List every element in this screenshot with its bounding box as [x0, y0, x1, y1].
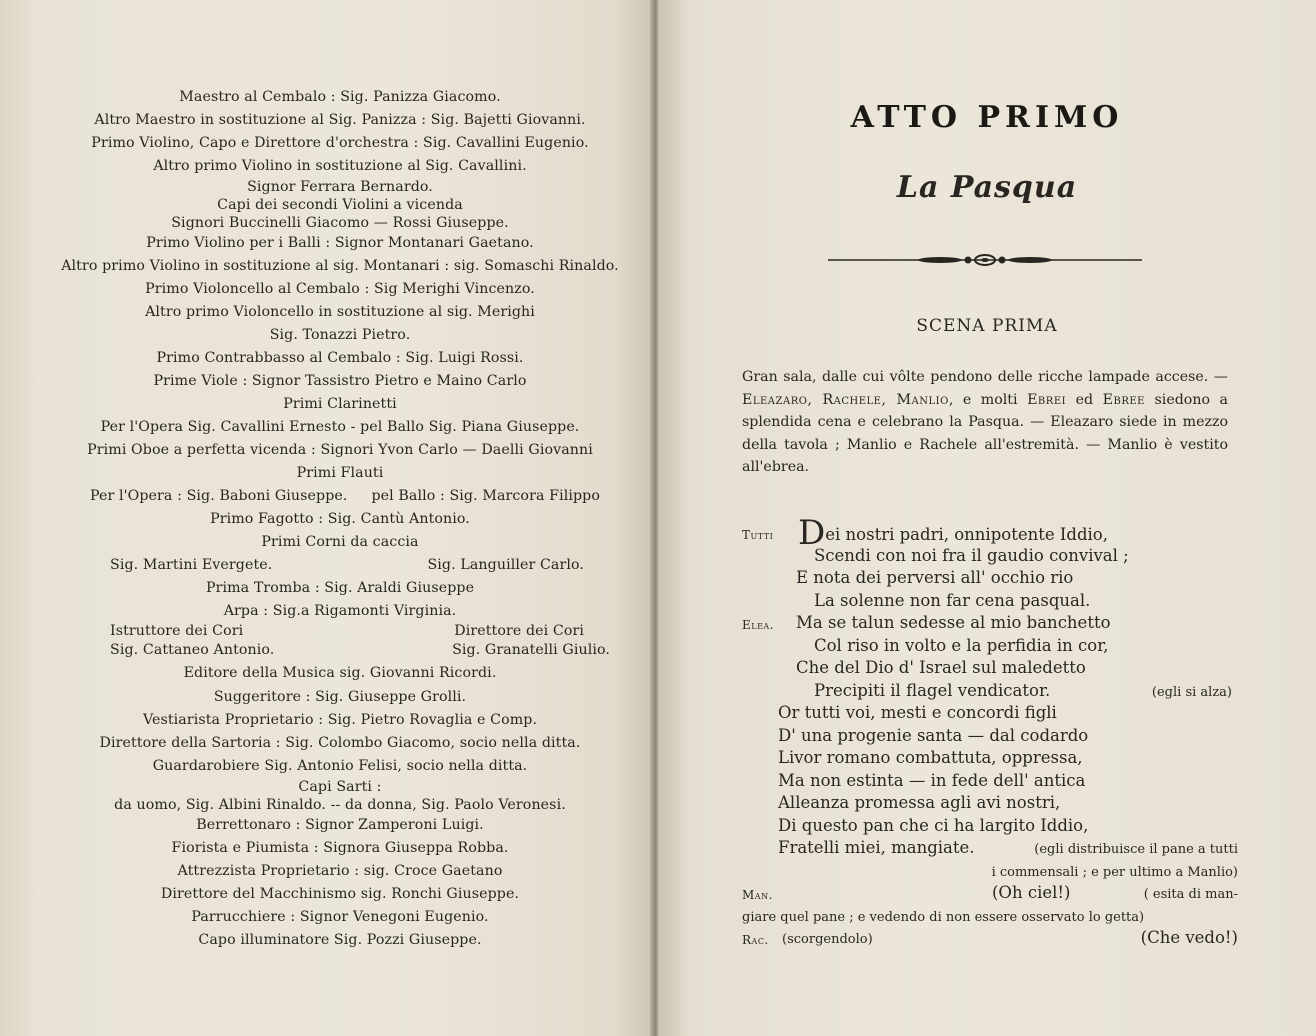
credit-line: Primo Violoncello al Cembalo : Sig Merighi Vincenzo.	[145, 281, 535, 297]
credit-line: Capi dei secondi Violini a vicenda	[217, 197, 463, 213]
stage-direction	[742, 366, 1228, 479]
verse-line	[742, 612, 1232, 635]
credit-line: Arpa : Sig.a Rigamonti Virginia.	[223, 603, 457, 619]
verse-text: Che del Dio d' Israel sul maledetto	[796, 658, 1086, 677]
credit-line: Prima Tromba : Sig. Araldi Giuseppe	[205, 580, 475, 596]
verse-line	[742, 837, 1238, 860]
verse-line	[742, 770, 1232, 793]
verse-text: Ma non estinta — in fede dell' antica	[778, 770, 1086, 790]
verse-text: D' una progenie santa — dal codardo	[778, 725, 1089, 745]
verse-line	[742, 635, 1232, 658]
verse-line	[742, 882, 1238, 905]
credit-line: Signor Ferrara Bernardo.	[247, 179, 433, 195]
credit-line: Altro primo Violino in sostituzione al Sig. Cavallini.	[153, 158, 527, 174]
stage-note: giare quel pane ; e vedendo di non essere osservato lo getta)	[742, 909, 1145, 925]
credit-line: Primi Corni da caccia	[261, 534, 419, 550]
cori-roles-row	[50, 622, 630, 640]
credit-line: Primo Violino per i Balli : Signor Montanari Gaetano.	[146, 235, 534, 251]
verse-text: Di questo pan che ci ha largito Iddio,	[778, 815, 1089, 835]
verse-line	[742, 815, 1232, 838]
credit-line: Vestiarista Proprietario : Sig. Pietro Rovaglia e Comp.	[142, 712, 538, 728]
credit-line: Primi Clarinetti	[283, 396, 397, 412]
verse-line	[742, 792, 1232, 815]
verse-line	[742, 545, 1232, 568]
cori-instructor-role: Istruttore dei Cori	[110, 623, 244, 639]
stage-note: (scorgendolo)	[782, 932, 873, 947]
credit-line: da uomo, Sig. Albini Rinaldo. -- da donna, Sig. Paolo Veronesi.	[114, 797, 566, 813]
character-ebree: Ebree	[1102, 391, 1145, 408]
speaker-manlio: Man.	[742, 888, 773, 902]
ornament-divider-icon	[828, 252, 1142, 268]
scene-title: SCENA PRIMA	[916, 316, 1058, 336]
cori-director-role: Direttore dei Cori	[454, 623, 584, 639]
corni-right: Sig. Languiller Carlo.	[427, 557, 584, 573]
credit-line: Fiorista e Piumista : Signora Giuseppa Robba.	[171, 840, 509, 856]
dropcap: D	[798, 513, 826, 553]
credit-line: Primo Contrabbasso al Cembalo : Sig. Luigi Rossi.	[156, 350, 524, 366]
credit-line: Guardarobiere Sig. Antonio Felisi, socio nella ditta.	[152, 758, 528, 774]
act-subtitle: La Pasqua	[896, 170, 1078, 205]
verse-line	[742, 680, 1232, 703]
credit-line: Parrucchiere : Signor Venegoni Eugenio.	[191, 909, 489, 925]
credit-line: Capi Sarti :	[298, 779, 382, 795]
verse-text: E nota dei perversi all' occhio rio	[796, 568, 1074, 587]
cori-instructor-name: Sig. Cattaneo Antonio.	[110, 642, 275, 658]
verse-text: (Che vedo!)	[1140, 928, 1238, 947]
verse-text: ei nostri padri, onnipotente Iddio,	[825, 525, 1108, 544]
verse-text: Col riso in volto e la perfidia in cor,	[814, 635, 1109, 655]
verse-text: Livor romano combattuta, oppressa,	[778, 748, 1083, 767]
stage-direction-text: ed	[1066, 391, 1103, 408]
credit-line: Direttore del Macchinismo sig. Ronchi Giuseppe.	[160, 886, 520, 902]
libretto-verse	[742, 513, 1238, 950]
verse-line	[742, 905, 1232, 928]
credit-line: Primo Fagotto : Sig. Cantù Antonio.	[210, 511, 470, 527]
verse-line	[742, 513, 1232, 553]
stage-direction-text: siedono a splendida cena e celebrano la Pasqua. — Eleazaro siede in mezzo della tavola ; Manlio e Rachele all'estremità. — Manlio è vestito all'ebrea.	[742, 391, 1229, 475]
credit-line: Attrezzista Proprietario : sig. Croce Gaetano	[177, 863, 503, 879]
credit-line: Prime Viole : Signor Tassistro Pietro e Maino Carlo	[153, 373, 527, 389]
stage-note: (egli si alza)	[1151, 684, 1232, 700]
credit-line: Berrettonaro : Signor Zamperoni Luigi.	[196, 817, 484, 833]
verse-text: Alleanza promessa agli avi nostri,	[778, 793, 1061, 812]
credit-line: Suggeritore : Sig. Giuseppe Grolli.	[213, 689, 467, 705]
credit-line: Primi Oboe a perfetta vicenda : Signori Yvon Carlo — Daelli Giovanni	[87, 442, 593, 458]
cori-director-name: Sig. Granatelli Giulio.	[452, 642, 610, 658]
corni-left: Sig. Martini Evergete.	[110, 557, 273, 573]
speaker-tutti: Tutti	[742, 528, 774, 542]
stage-note: i commensali ; e per ultimo a Manlio)	[991, 864, 1238, 880]
credit-line: Direttore della Sartoria : Sig. Colombo Giacomo, socio nella ditta.	[99, 735, 581, 751]
credit-line: Primi Flauti	[296, 465, 384, 481]
verse-text: Scendi con noi fra il gaudio convival ;	[814, 545, 1129, 565]
credit-line: Capo illuminatore Sig. Pozzi Giuseppe.	[198, 932, 482, 948]
credit-line: Signori Buccinelli Giacomo — Rossi Giuseppe.	[171, 215, 509, 231]
verse-line	[742, 747, 1232, 770]
stage-direction-text: Gran sala, dalle cui vôlte pendono delle ricche lampade accese. —	[742, 369, 1228, 385]
verse-text: Fratelli miei, mangiate.	[778, 838, 975, 857]
verse-line	[742, 590, 1232, 613]
credit-line: Altro Maestro in sostituzione al Sig. Panizza : Sig. Bajetti Giovanni.	[94, 112, 586, 128]
credit-line: Primo Violino, Capo e Direttore d'orchestra : Sig. Cavallini Eugenio.	[91, 135, 589, 151]
credit-line: Maestro al Cembalo : Sig. Panizza Giacomo.	[179, 89, 501, 105]
verse-text: La solenne non far cena pasqual.	[814, 590, 1091, 610]
verse-line	[742, 567, 1232, 590]
credit-line: Altro primo Violoncello in sostituzione al sig. Merighi	[145, 304, 535, 320]
character-names: Eleazaro, Rachele, Manlio	[742, 391, 949, 408]
verse-text: (Oh ciel!)	[992, 883, 1071, 902]
verse-text: Ma se talun sedesse al mio banchetto	[796, 613, 1111, 632]
credit-line: Per l'Opera Sig. Cavallini Ernesto - pel Ballo Sig. Piana Giuseppe.	[100, 419, 580, 435]
flauti-ballo: pel Ballo : Sig. Marcora Filippo	[371, 488, 600, 504]
act-title: ATTO PRIMO	[850, 100, 1124, 135]
left-page	[0, 0, 652, 1036]
stage-note: ( esita di man-	[1143, 887, 1238, 902]
corni-row	[50, 554, 630, 577]
stage-direction-text: , e molti	[948, 391, 1028, 408]
verse-line	[742, 725, 1232, 748]
credit-line: Editore della Musica sig. Giovanni Ricordi.	[183, 665, 497, 681]
cori-names-row	[50, 640, 630, 660]
verse-line	[742, 860, 1238, 883]
credits-list	[50, 86, 630, 952]
verse-text: Precipiti il flagel vendicator.	[814, 680, 1051, 700]
speaker-eleazaro: Elea.	[742, 618, 775, 632]
verse-line	[742, 657, 1232, 680]
verse-line	[742, 702, 1232, 725]
verse-line	[742, 927, 1238, 950]
credit-line: Sig. Tonazzi Pietro.	[269, 327, 411, 343]
credit-line: Altro primo Violino in sostituzione al sig. Montanari : sig. Somaschi Rinaldo.	[61, 258, 619, 274]
speaker-rachele: Rac.	[742, 933, 769, 947]
character-ebrei: Ebrei	[1027, 391, 1067, 408]
stage-note: (egli distribuisce il pane a tutti	[1034, 842, 1238, 857]
flauti-row	[50, 485, 630, 508]
right-page	[658, 0, 1316, 1036]
flauti-opera: Per l'Opera : Sig. Baboni Giuseppe.	[90, 488, 348, 504]
verse-text: Or tutti voi, mesti e concordi figli	[778, 703, 1057, 722]
